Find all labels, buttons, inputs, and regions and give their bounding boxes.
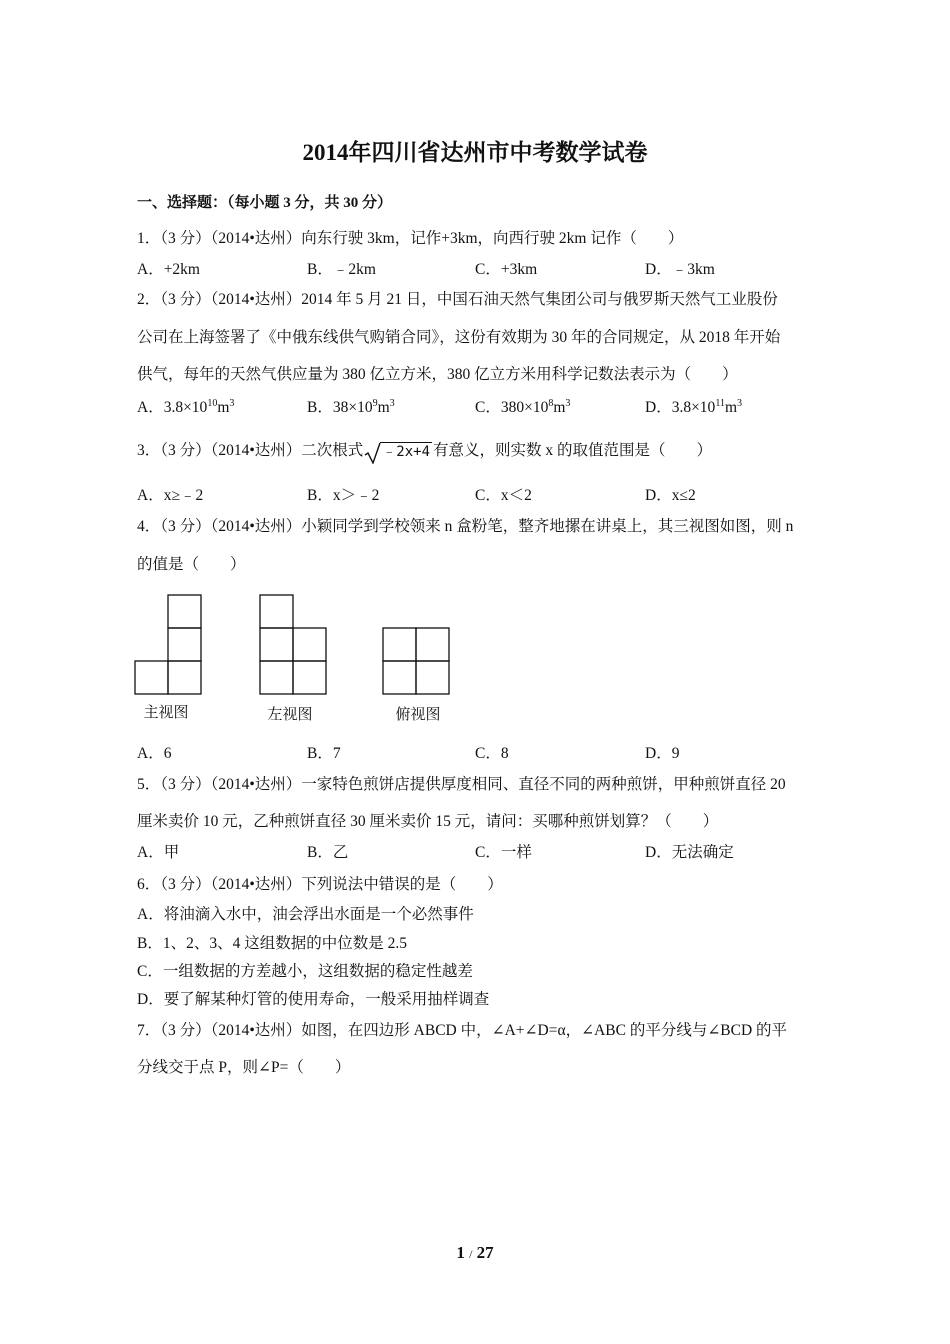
page-number: 1 / 27 <box>456 1243 494 1262</box>
sqrt-expression: ﹣2x+4 <box>364 442 432 461</box>
q3-option-b: B．x＞﹣2 <box>307 487 380 504</box>
q3-stem: 3．（3 分）（2014•达州）二次根式 ﹣2x+4 有意义，则实数 x 的取值范围是（ ） <box>137 438 712 461</box>
q6-option-b: B．1、2、3、4 这组数据的中位数是 2.5 <box>137 935 407 952</box>
q2-line3: 供气，每年的天然气供应量为 380 亿立方米，380 亿立方米用科学记数法表示为（ ） <box>137 366 738 383</box>
q6-stem: 6．（3 分）（2014•达州）下列说法中错误的是（ ） <box>137 876 503 893</box>
q4-line2: 的值是（ ） <box>137 556 246 573</box>
q2-line1: 2．（3 分）（2014•达州）2014 年 5 月 21 日，中国石油天然气集团公司与俄罗斯天然气工业股份 <box>137 291 778 308</box>
q1-option-a: A．+2km <box>137 261 200 278</box>
three-views-figure <box>130 590 470 730</box>
q5-option-d: D．无法确定 <box>645 844 734 861</box>
q1-option-d: D．﹣3km <box>645 261 715 278</box>
page-title: 2014年四川省达州市中考数学试卷 <box>302 140 648 165</box>
section-heading: 一、选择题：（每小题 3 分，共 30 分） <box>137 195 393 211</box>
q5-line1: 5．（3 分）（2014•达州）一家特色煎饼店提供厚度相同、直径不同的两种煎饼，甲种煎饼直径 20 <box>137 776 786 793</box>
q2-option-c: C．$380\times 10^8m^3$ <box>475 397 571 416</box>
q1-stem: 1．（3 分）（2014•达州）向东行驶 3km，记作+3km，向西行驶 2km 记作（ ） <box>137 230 684 247</box>
q2-option-a: A．$3.8\times 10^{10}m^3$ <box>137 397 235 416</box>
top-view-grid <box>383 628 449 694</box>
q1-option-b: B．﹣2km <box>307 261 376 278</box>
q3-option-a: A．x≥﹣2 <box>137 487 204 504</box>
q7-line2: 分线交于点 P，则∠P=（ ） <box>137 1059 351 1076</box>
front-view-label: 主视图 <box>143 703 189 721</box>
q4-option-c: C．8 <box>475 745 509 762</box>
q6-option-a: A．将油滴入水中，油会浮出水面是一个必然事件 <box>137 906 474 923</box>
q5-option-a: A．甲 <box>137 844 180 861</box>
side-view-label: 左视图 <box>267 705 313 723</box>
q3-option-d: D．x≤2 <box>645 487 696 504</box>
q4-option-d: D．9 <box>645 745 680 762</box>
q4-option-b: B．7 <box>307 745 341 762</box>
q7-line1: 7．（3 分）（2014•达州）如图，在四边形 ABCD 中，∠A+∠D=α，∠ABC 的平分线与∠BCD 的平 <box>137 1022 788 1039</box>
q5-option-c: C．一样 <box>475 844 532 861</box>
q6-option-c: C．一组数据的方差越小，这组数据的稳定性越差 <box>137 963 473 980</box>
q2-option-d: D．$3.8\times 10^{11}m^3$ <box>645 397 743 416</box>
q6-option-d: D．要了解某种灯管的使用寿命，一般采用抽样调查 <box>137 991 490 1008</box>
q1-option-c: C．+3km <box>475 261 538 278</box>
q3-option-c: C．x＜2 <box>475 487 532 504</box>
top-view-label: 俯视图 <box>395 705 441 723</box>
q5-line2: 厘米卖价 10 元，乙种煎饼直径 30 厘米卖价 15 元，请问：买哪种煎饼划算？（ ） <box>137 813 719 830</box>
q2-line2: 公司在上海签署了《中俄东线供气购销合同》，这份有效期为 30 年的合同规定，从 2018 年开始 <box>137 329 781 346</box>
q5-option-b: B．乙 <box>307 844 349 861</box>
front-view-grid <box>135 595 201 694</box>
q4-line1: 4．（3 分）（2014•达州）小颖同学到学校领来 n 盒粉笔，整齐地摞在讲桌上，其三视图如图，则 n <box>137 518 794 535</box>
q4-option-a: A．6 <box>137 745 172 762</box>
q2-option-b: B．$38\times 10^9m^3$ <box>307 397 395 416</box>
side-view-grid <box>260 595 326 694</box>
